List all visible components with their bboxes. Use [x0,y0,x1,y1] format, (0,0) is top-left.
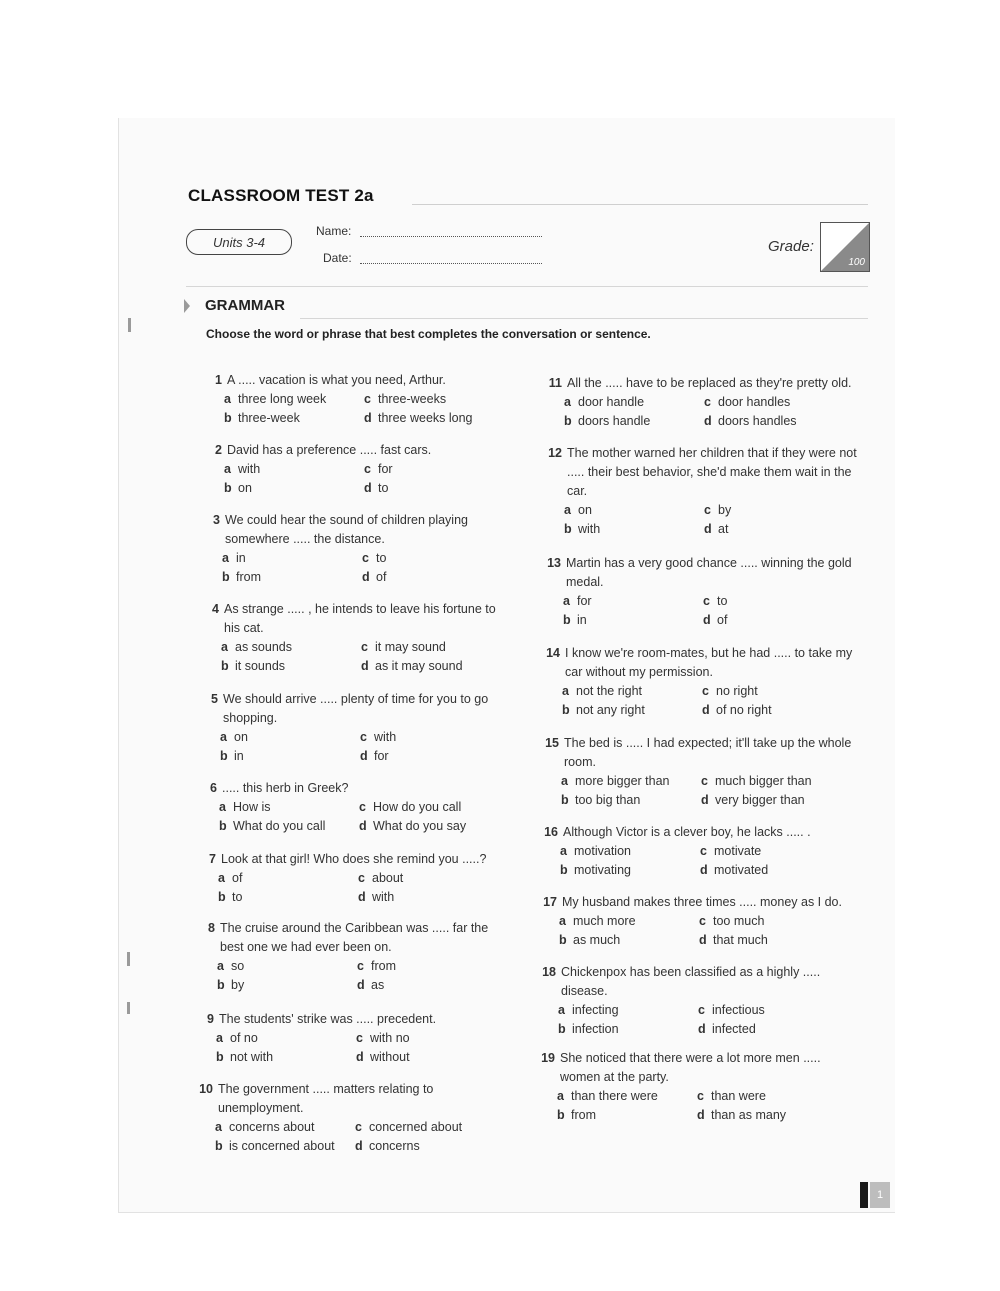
option-a[interactable]: a much more [559,914,636,928]
question-number: 6 [210,781,217,795]
option-b[interactable]: b to [218,890,243,904]
option-c[interactable]: c it may sound [361,640,446,654]
option-a[interactable]: a as sounds [221,640,292,654]
grade-total: 100 [848,257,865,268]
option-b[interactable]: b by [217,978,245,992]
question [200,371,510,428]
option-a[interactable]: a not the right [562,684,643,698]
question-text: I know we're room-mates, but he had ..... to take my car without my permission. [565,646,853,679]
question [539,554,864,630]
option-a[interactable]: a on [564,503,592,517]
question-number: 13 [547,556,561,570]
units-badge: Units 3-4 [186,229,292,255]
option-c[interactable]: c concerned about [355,1120,463,1134]
option-b[interactable]: b it sounds [221,659,286,673]
question-number: 10 [199,1082,213,1096]
instructions: Choose the word or phrase that best completes the conversation or sentence. [206,327,651,341]
option-b[interactable]: b on [224,481,252,495]
option-c[interactable]: c about [358,871,404,885]
question [534,963,859,1039]
question [192,1010,502,1067]
question-text: We should arrive ..... plenty of time for you to go shopping. [223,692,489,725]
option-c[interactable]: c much bigger than [701,774,812,788]
option-c[interactable]: c with [360,730,397,744]
option-a[interactable]: a three long week [224,392,327,406]
option-d[interactable]: d as [357,978,385,992]
option-c[interactable]: c than were [697,1089,766,1103]
question-text: As strange ..... , he intends to leave his fortune to his cat. [224,602,496,635]
question-number: 7 [209,852,216,866]
option-d[interactable]: d motivated [700,863,769,877]
scan-mark [127,1002,130,1014]
option-a[interactable]: a concerns about [215,1120,315,1134]
question-text: Martin has a very good chance ..... winning the gold medal. [566,556,852,589]
question-number: 18 [542,965,556,979]
option-d[interactable]: d that much [699,933,768,947]
option-c[interactable]: c with no [356,1031,410,1045]
question-number: 17 [543,895,557,909]
option-a[interactable]: a on [220,730,248,744]
page-tab [860,1182,868,1208]
date-label: Date: [323,251,352,265]
question [537,734,862,810]
option-c[interactable]: c three-weeks [364,392,447,406]
option-c[interactable]: c door handles [704,395,791,409]
question-text: A ..... vacation is what you need, Arthur. [227,373,446,387]
option-d[interactable]: d for [360,749,389,763]
question-text: My husband makes three times ..... money as I do. [562,895,842,909]
question [540,374,865,431]
section-rule [300,318,868,319]
option-d[interactable]: d as it may sound [361,659,463,673]
option-d[interactable]: d of [362,570,387,584]
option-b[interactable]: b from [222,570,261,584]
question [194,850,504,907]
option-d[interactable]: d three weeks long [364,411,473,425]
option-d[interactable]: d of [703,613,728,627]
question-number: 11 [548,376,562,390]
option-b[interactable]: b What do you call [219,819,326,833]
option-a[interactable]: a door handle [564,395,645,409]
scan-mark [127,952,130,966]
section-arrow-icon [184,299,190,313]
question-text: All the ..... have to be replaced as they're pretty old. [567,376,852,390]
option-b[interactable]: b as much [559,933,621,947]
option-d[interactable]: d What do you say [359,819,467,833]
option-a[interactable]: a How is [219,800,271,814]
question [196,690,506,766]
option-b[interactable]: b infection [558,1022,619,1036]
question [195,779,505,836]
question [198,511,508,587]
option-d[interactable]: d concerns [355,1139,420,1153]
option-c[interactable]: c for [364,462,393,476]
option-d[interactable]: d than as many [697,1108,787,1122]
option-c[interactable]: c How do you call [359,800,462,814]
option-a[interactable]: a of [218,871,243,885]
section-title: GRAMMAR [205,297,285,314]
scan-mark [128,318,131,332]
option-b[interactable]: b in [563,613,587,627]
option-b[interactable]: b motivating [560,863,631,877]
question-text: The government ..... matters relating to unemployment. [218,1082,434,1115]
question-text: Although Victor is a clever boy, he lacks ..... . [563,825,811,839]
name-label: Name: [316,224,352,238]
option-a[interactable]: a of no [216,1031,258,1045]
question-text: The cruise around the Caribbean was ..... far the best one we had ever been on. [220,921,489,954]
question [533,1049,858,1125]
question-text: David has a preference ..... fast cars. [227,443,432,457]
option-b[interactable]: b not with [216,1050,274,1064]
option-b[interactable]: b too big than [561,793,641,807]
question-number: 1 [215,373,222,387]
option-c[interactable]: c to [703,594,728,608]
question [535,893,860,950]
question-number: 3 [213,513,220,527]
test-title: CLASSROOM TEST 2a [188,186,374,205]
option-b[interactable]: b is concerned about [215,1139,335,1153]
title-rule [412,204,868,205]
option-a[interactable]: a than there were [557,1089,658,1103]
question-number: 5 [211,692,218,706]
question-number: 9 [207,1012,214,1026]
option-c[interactable]: c from [357,959,396,973]
option-a[interactable]: a motivation [560,844,631,858]
option-d[interactable]: d very bigger than [701,793,805,807]
option-c[interactable]: c no right [702,684,758,698]
option-b[interactable]: b doors handle [564,414,651,428]
option-d[interactable]: d at [704,522,729,536]
option-c[interactable]: c to [362,551,387,565]
option-b[interactable]: b with [564,522,601,536]
option-b[interactable]: b from [557,1108,596,1122]
option-b[interactable]: b in [220,749,244,763]
question-text: The bed is ..... I had expected; it'll take up the whole room. [564,736,852,769]
question [193,919,503,995]
option-a[interactable]: a infecting [558,1003,619,1017]
option-c[interactable]: c motivate [700,844,762,858]
option-a[interactable]: a so [217,959,245,973]
option-b[interactable]: b three-week [224,411,300,425]
question [536,823,861,880]
option-b[interactable]: b not any right [562,703,645,717]
question-text: ..... this herb in Greek? [222,781,349,795]
question-number: 12 [548,446,562,460]
question-text: Chickenpox has been classified as a highly ..... disease. [561,965,821,998]
question-text: We could hear the sound of children playing somewhere ..... the distance. [225,513,468,546]
question-text: The mother warned her children that if they were not ..... their best behavior, she'd make them wait in the car. [567,446,857,498]
option-a[interactable]: a in [222,551,246,565]
option-c[interactable]: c infectious [698,1003,765,1017]
option-d[interactable]: d without [356,1050,410,1064]
question [197,600,507,676]
option-d[interactable]: d with [358,890,395,904]
question [200,441,510,498]
page-number: 1 [870,1182,890,1208]
question-text: The students' strike was ..... precedent. [219,1012,437,1026]
option-c[interactable]: c too much [699,914,765,928]
date-field[interactable] [360,263,542,264]
question-number: 16 [544,825,558,839]
question-text: Look at that girl! Who does she remind you .....? [221,852,487,866]
question [538,644,863,720]
option-a[interactable]: a for [563,594,592,608]
name-field[interactable] [360,236,542,237]
question [191,1080,501,1156]
question-number: 14 [546,646,560,660]
option-d[interactable]: d of no right [702,703,772,717]
question-number: 2 [215,443,222,457]
grade-label: Grade: [768,238,814,255]
option-c[interactable]: c by [704,503,732,517]
grade-box[interactable] [820,222,870,272]
question-number: 8 [208,921,215,935]
question [540,444,865,539]
question-number: 15 [545,736,559,750]
question-text: She noticed that there were a lot more men ..... women at the party. [560,1051,821,1084]
question-number: 19 [541,1051,555,1065]
question-number: 4 [212,602,219,616]
header-rule [186,286,868,287]
option-d[interactable]: d to [364,481,389,495]
option-a[interactable]: a with [224,462,261,476]
option-d[interactable]: d infected [698,1022,756,1036]
option-d[interactable]: d doors handles [704,414,797,428]
option-a[interactable]: a more bigger than [561,774,670,788]
